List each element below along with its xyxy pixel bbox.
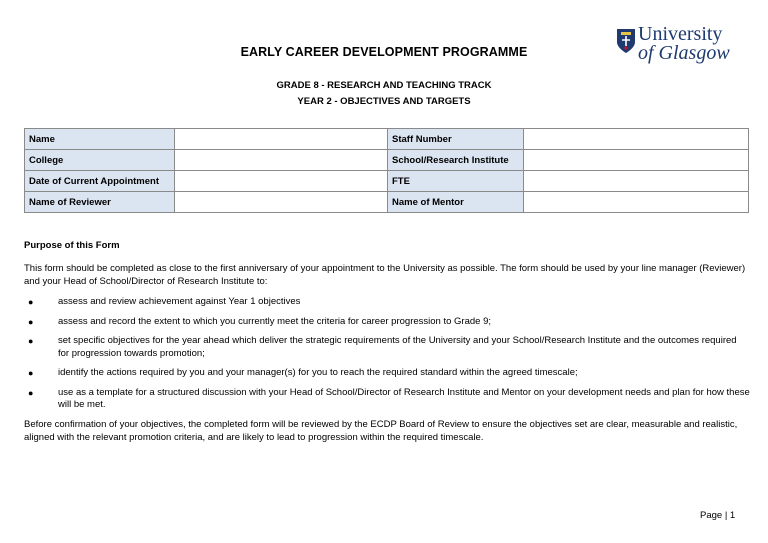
year-subtitle: YEAR 2 - OBJECTIVES AND TARGETS	[297, 96, 471, 107]
fte-label: FTE	[388, 171, 524, 192]
document-title: EARLY CAREER DEVELOPMENT PROGRAMME	[240, 45, 528, 59]
bullet-icon: ●	[28, 316, 34, 327]
college-field[interactable]	[175, 150, 388, 171]
bullet-text: assess and record the extent to which you currently meet the criteria for career progression to Grade 9;	[58, 315, 491, 327]
table-row	[25, 129, 749, 150]
reviewer-label: Name of Reviewer	[25, 192, 175, 213]
purpose-closing: Before confirmation of your objectives, the completed form will be reviewed by the ECDP Board of Review to ensure the objectives set are clear, measurable and realistic, aligned with the relevant promotion criteria, and are likely to lead to progression within the required timescale.	[24, 419, 738, 443]
purpose-bullet-list	[24, 296, 750, 419]
bullet-icon: ●	[28, 368, 34, 378]
mentor-label: Name of Mentor	[388, 192, 524, 213]
page-number: Page | 1	[700, 510, 736, 521]
grade-subtitle: GRADE 8 - RESEARCH AND TEACHING TRACK	[276, 80, 492, 91]
table-row	[25, 171, 749, 192]
university-crest-icon	[616, 28, 636, 54]
staff-info-table	[24, 128, 749, 213]
logo-text-university: University	[638, 23, 723, 45]
list-item	[24, 296, 750, 309]
school-institute-field[interactable]	[524, 150, 749, 171]
purpose-heading: Purpose of this Form	[24, 240, 120, 251]
table-row	[25, 150, 749, 171]
staff-number-field[interactable]	[524, 129, 749, 150]
bullet-icon: ●	[28, 297, 34, 307]
bullet-text: assess and review achievement against Year 1 objectives	[58, 296, 301, 307]
purpose-intro: This form should be completed as close to the first anniversary of your appointment to the University as possible. The form should be used by your line manager (Reviewer) and your Head of School/Director of Research Institute to:	[24, 263, 746, 287]
list-item	[24, 316, 750, 329]
list-item	[24, 335, 750, 360]
university-logo	[616, 24, 731, 66]
school-institute-label: School/Research Institute	[388, 150, 524, 171]
mentor-field[interactable]	[524, 192, 749, 213]
bullet-icon: ●	[28, 387, 34, 398]
name-field[interactable]	[175, 129, 388, 150]
table-row	[25, 192, 749, 213]
logo-text-glasgow: of Glasgow	[638, 42, 730, 64]
reviewer-field[interactable]	[175, 192, 388, 213]
list-item	[24, 387, 750, 412]
bullet-text: use as a template for a structured discussion with your Head of School/Director of Research Institute and Mentor on your development needs and plan for how these will be met.	[58, 386, 750, 410]
name-label: Name	[25, 129, 175, 150]
bullet-icon: ●	[28, 336, 34, 346]
appointment-date-label: Date of Current Appointment	[25, 171, 175, 192]
list-item	[24, 367, 750, 380]
fte-field[interactable]	[524, 171, 749, 192]
staff-number-label: Staff Number	[388, 129, 524, 150]
bullet-text: set specific objectives for the year ahead which deliver the strategic requirements of the University and your School/Research Institute and the outcomes required for progression towards promotion;	[58, 335, 737, 359]
bullet-text: identify the actions required by you and your manager(s) for you to reach the required standard within the agreed timescale;	[58, 367, 578, 378]
appointment-date-field[interactable]	[175, 171, 388, 192]
college-label: College	[25, 150, 175, 171]
